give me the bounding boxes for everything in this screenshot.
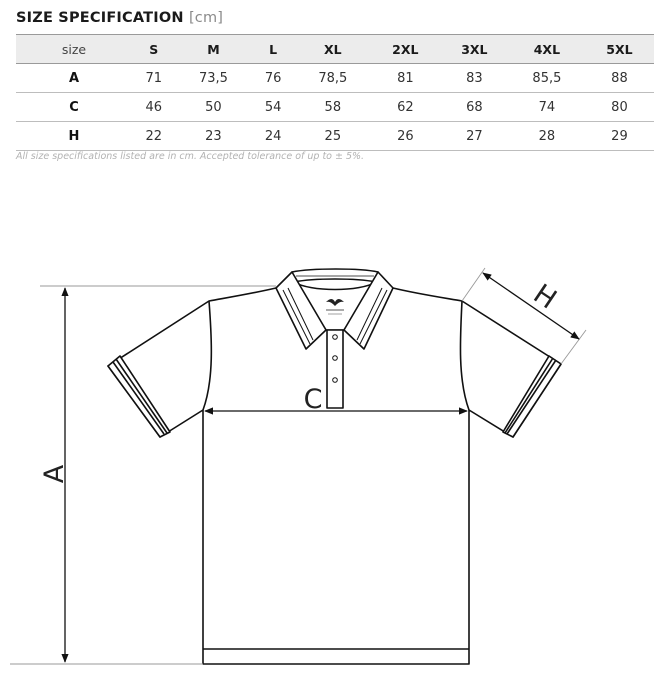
table-cell: 73,5 (198, 70, 228, 86)
table-cell: 46 (145, 99, 162, 115)
table-cell: 50 (205, 99, 222, 115)
table-cell: 28 (538, 128, 556, 144)
table-cell: 25 (324, 128, 342, 144)
row-label: A (68, 70, 80, 86)
table-cell: 81 (397, 70, 414, 86)
table-cell: 54 (264, 99, 282, 115)
table-cell: 26 (397, 128, 414, 144)
table-cell: 62 (397, 99, 414, 115)
label-a: A (39, 464, 70, 484)
table-cell: 58 (324, 99, 342, 115)
size-header-cell: XL (324, 41, 342, 57)
size-header-cell: 3XL (461, 41, 488, 57)
table-cell: 83 (466, 70, 483, 86)
table-cell: 68 (466, 99, 483, 115)
size-header-cell: 4XL (533, 41, 561, 57)
table-cell: 80 (611, 99, 628, 115)
table-cell: 29 (611, 128, 628, 144)
polo-shirt-icon (108, 269, 561, 664)
row-label: C (69, 99, 79, 115)
size-header-label: size (61, 41, 87, 57)
label-c: C (303, 384, 323, 415)
title-main: SIZE SPECIFICATION (16, 10, 184, 26)
size-header-cell: 5XL (606, 41, 633, 57)
table-cell: 22 (145, 128, 162, 144)
row-label: H (68, 128, 80, 144)
size-header-cell: L (269, 41, 278, 57)
table-cell: 27 (466, 128, 483, 144)
size-header-cell: 2XL (392, 41, 419, 57)
table-cell: 23 (205, 128, 222, 144)
table-cell: 74 (538, 99, 556, 115)
size-header-cell: S (149, 41, 159, 57)
table-cell: 76 (264, 70, 282, 86)
table-cell: 78,5 (318, 70, 348, 86)
table-cell: 85,5 (532, 70, 562, 86)
label-h: H (527, 278, 562, 316)
table-cell: 71 (145, 70, 162, 86)
tolerance-note: All size specifications listed are in cm. Accepted tolerance of up to ± 5%. (16, 151, 365, 162)
table-cell: 88 (611, 70, 628, 86)
table-cell: 24 (264, 128, 282, 144)
title-unit: [cm] (188, 10, 224, 26)
size-header-cell: M (207, 41, 220, 57)
